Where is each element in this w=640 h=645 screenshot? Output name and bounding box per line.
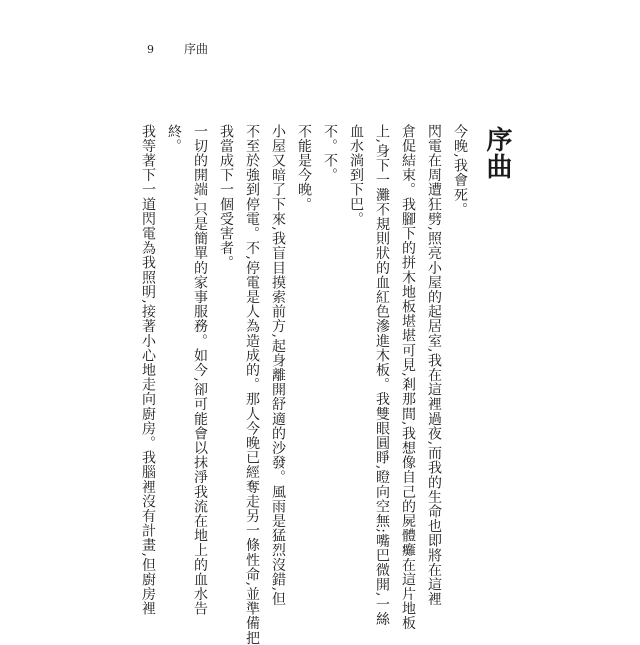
- text-column: 倉促結束。我腳下的拼木地板堪堪可見,剎那間,我想像自己的屍體癱在這片地板: [400, 124, 416, 631]
- running-title: 序曲: [184, 42, 209, 56]
- running-header: [147, 40, 208, 57]
- body-text: [135, 124, 473, 645]
- text-column: 一切的開端,只是簡單的家事服務。如今,卻可能會以抹淨我流在地上的血水告: [192, 124, 208, 616]
- text-column: 不至於強到停電。不,停電是人為造成的。那人今晚已經奪走另一條性命,並準備把: [244, 124, 260, 645]
- chapter-title: 序曲: [482, 126, 512, 180]
- text-column: 我當成下一個受害者。: [218, 124, 234, 270]
- text-column: 不能是今晚。: [296, 124, 312, 212]
- page-number: 9: [147, 43, 154, 56]
- text-column: 不。不。: [322, 124, 338, 183]
- text-column: 終。: [166, 124, 182, 154]
- text-column: 今晚,我會死。: [452, 124, 468, 217]
- text-column: 上,身下一灘不規則狀的血紅色滲進木板。我雙眼圓睜,瞪向空無;嘴巴微開,一絲: [374, 124, 390, 627]
- text-column: 血水淌到下巴。: [348, 124, 364, 227]
- text-column: 我等著下一道閃電為我照明,接著小心地走向廚房。我腦裡沒有計畫,但廚房裡: [140, 124, 156, 616]
- text-column: 閃電在周遭狂劈,照亮小屋的起居室,我在這裡過夜,而我的生命也即將在這裡: [426, 124, 442, 607]
- text-column: 小屋又暗了下來,我盲目摸索前方,起身離開舒適的沙發。風雨是猛烈沒錯,但: [270, 124, 286, 607]
